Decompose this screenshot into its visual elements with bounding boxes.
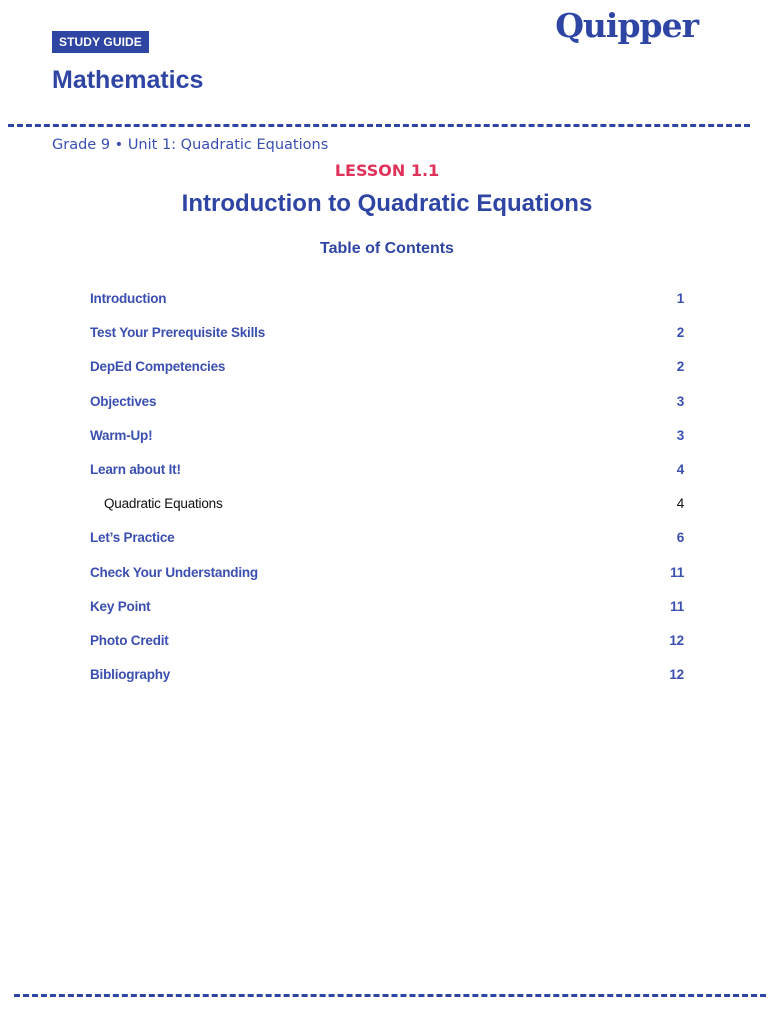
quipper-logo: Quipper	[555, 6, 698, 45]
lesson-title: Introduction to Quadratic Equations	[181, 190, 593, 217]
grade-unit-line: Grade 9 • Unit 1: Quadratic Equations	[52, 137, 329, 153]
top-dashed-divider	[8, 124, 750, 127]
toc-item-page: 4	[676, 496, 684, 512]
bottom-dashed-divider	[14, 994, 766, 997]
toc-item-page: 6	[676, 530, 684, 546]
study-guide-badge: STUDY GUIDE	[52, 31, 149, 53]
toc-item-label: Test Your Prerequisite Skills	[90, 325, 266, 341]
toc-item-photo-credit[interactable]	[90, 631, 684, 665]
subject-title: Mathematics	[52, 66, 204, 94]
toc-subitem-quadratic-equations[interactable]	[90, 494, 684, 528]
toc-item-warm-up[interactable]	[90, 426, 684, 460]
toc-item-label: Let’s Practice	[90, 530, 175, 546]
toc-item-check-understanding[interactable]	[90, 563, 684, 597]
toc-item-label: Objectives	[90, 393, 157, 409]
toc-item-page: 1	[676, 291, 684, 306]
toc-item-label: Check Your Understanding	[90, 564, 258, 580]
toc-item-label: Introduction	[90, 291, 167, 306]
table-of-contents	[90, 289, 684, 699]
toc-item-label: Photo Credit	[90, 632, 169, 648]
toc-item-page: 3	[676, 427, 684, 443]
toc-item-objectives[interactable]	[90, 392, 684, 426]
toc-item-page: 3	[676, 393, 684, 409]
toc-item-learn-about-it[interactable]	[90, 460, 684, 494]
toc-item-label: Learn about It!	[90, 461, 181, 477]
toc-item-page: 11	[670, 564, 684, 580]
toc-item-prerequisite-skills[interactable]	[90, 323, 684, 357]
toc-item-bibliography[interactable]	[90, 665, 684, 699]
toc-item-key-point[interactable]	[90, 597, 684, 631]
toc-item-label: DepEd Competencies	[90, 359, 226, 375]
toc-item-label: Quadratic Equations	[104, 496, 223, 512]
toc-heading: Table of Contents	[320, 240, 454, 257]
toc-item-page: 2	[676, 359, 684, 375]
toc-item-page: 12	[669, 667, 684, 683]
toc-item-page: 2	[676, 325, 684, 341]
toc-item-lets-practice[interactable]	[90, 528, 684, 562]
toc-item-label: Key Point	[90, 598, 151, 614]
toc-item-deped-competencies[interactable]	[90, 357, 684, 391]
toc-item-page: 12	[669, 632, 684, 648]
toc-item-label: Warm-Up!	[90, 427, 153, 443]
toc-item-introduction[interactable]	[90, 289, 684, 323]
toc-item-page: 4	[676, 461, 684, 477]
toc-item-label: Bibliography	[90, 667, 171, 683]
toc-item-page: 11	[670, 598, 684, 614]
lesson-label: LESSON 1.1	[334, 161, 440, 180]
